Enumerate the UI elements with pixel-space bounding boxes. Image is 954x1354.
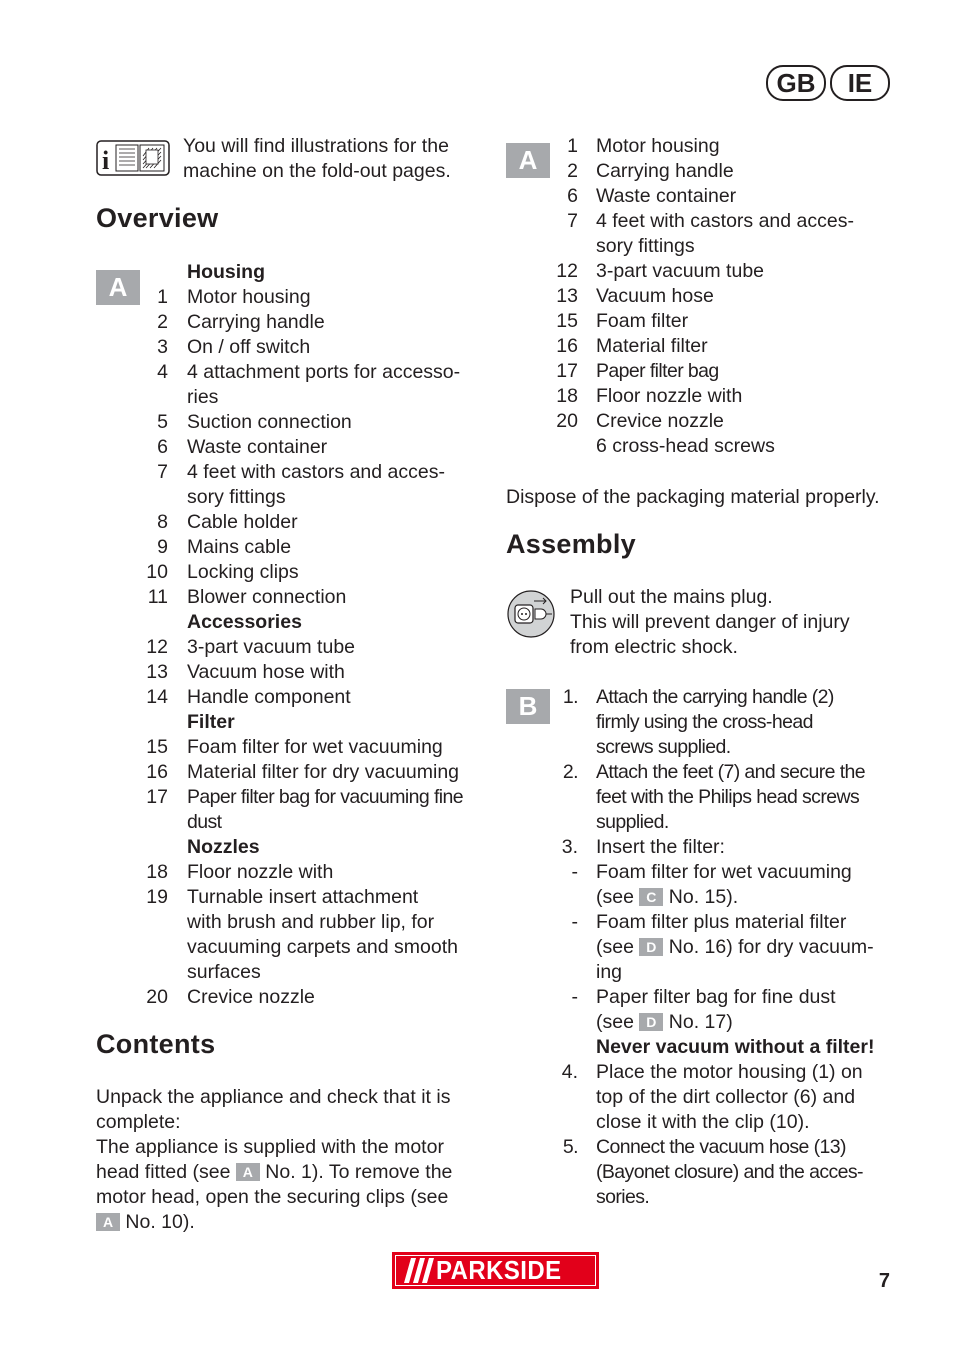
contents-text-line: motor head, open the securing clips (see (96, 1186, 449, 1208)
part-label: Motor housing (596, 135, 720, 157)
part-number: 2 (567, 160, 578, 182)
part-label: with brush and rubber lip, for (187, 911, 435, 933)
filter-option-text: Paper filter bag for fine dust (596, 986, 836, 1008)
part-number: 13 (146, 661, 168, 683)
category-heading: Nozzles (187, 836, 260, 858)
part-label: Crevice nozzle (596, 410, 724, 432)
step-text: close it with the clip (10). (596, 1111, 810, 1133)
part-label: Vacuum hose (596, 285, 714, 307)
info-note-line-1: You will find illustrations for the (183, 135, 449, 157)
figure-ref-a: A (96, 1213, 120, 1231)
part-label: surfaces (187, 961, 261, 983)
filter-option-text: (see C No. 15). (596, 886, 739, 908)
step-number: 5. (562, 1136, 578, 1158)
contents-heading: Contents (96, 1029, 216, 1059)
part-number: 6 (567, 185, 578, 207)
figure-ref-a: A (236, 1163, 260, 1181)
filter-option-text: Foam filter for wet vacuuming (596, 861, 852, 883)
part-label: On / off switch (187, 336, 311, 358)
part-number: 3 (157, 336, 168, 358)
part-label: Waste container (187, 436, 328, 458)
part-label: Foam filter for wet vacuuming (187, 736, 443, 758)
contents-text-line: The appliance is supplied with the motor (96, 1136, 444, 1158)
contents-text-line: head fitted (see A No. 1). To remove the (96, 1161, 453, 1183)
part-number: 16 (146, 761, 168, 783)
step-text: firmly using the cross-head (596, 711, 813, 733)
part-label: Vacuum hose with (187, 661, 345, 683)
part-label: 3-part vacuum tube (596, 260, 765, 282)
part-label: 4 attachment ports for accesso- (187, 361, 461, 383)
figure-a-badge: A (506, 143, 550, 178)
filter-warning: Never vacuum without a filter! (596, 1036, 875, 1058)
part-label: Foam filter (596, 310, 689, 332)
info-illustration-icon (96, 140, 170, 176)
part-label: 4 feet with castors and acces- (596, 210, 854, 232)
part-number: 13 (556, 285, 578, 307)
part-label: 3-part vacuum tube (187, 636, 356, 658)
pull-plug-icon (506, 589, 556, 639)
figure-ref-d: D (639, 938, 663, 956)
part-number: 14 (146, 686, 168, 708)
part-number: 1 (567, 135, 578, 157)
part-label: Carrying handle (187, 311, 325, 333)
part-label: Waste container (596, 185, 737, 207)
part-number: 18 (146, 861, 168, 883)
part-number: 15 (146, 736, 168, 758)
part-number: 19 (146, 886, 168, 908)
part-label: Floor nozzle with (187, 861, 334, 883)
step-text: Insert the filter: (596, 836, 725, 858)
part-number: 16 (556, 335, 578, 357)
part-number: 20 (556, 410, 578, 432)
part-label: 6 cross-head screws (596, 435, 775, 457)
part-label: Mains cable (187, 536, 292, 558)
category-heading: Filter (187, 711, 235, 733)
part-number: 9 (157, 536, 168, 558)
part-label: Suction connection (187, 411, 352, 433)
part-label: Floor nozzle with (596, 385, 743, 407)
part-number: 6 (157, 436, 168, 458)
contents-text-line: Unpack the appliance and check that it is (96, 1086, 451, 1108)
step-text: Attach the carrying handle (2) (596, 686, 834, 708)
part-number: 12 (146, 636, 168, 658)
assembly-heading: Assembly (506, 529, 636, 559)
part-label: Paper filter bag (596, 360, 719, 382)
part-label: Carrying handle (596, 160, 734, 182)
warning-line: This will prevent danger of injury (570, 611, 850, 633)
part-number: 20 (146, 986, 168, 1008)
part-number: 17 (146, 786, 168, 808)
step-text: sories. (596, 1186, 650, 1208)
contents-text-line: A No. 10). (96, 1210, 195, 1235)
part-label: ries (187, 386, 219, 408)
filter-option-dash: - (571, 986, 578, 1008)
step-text: feet with the Philips head screws (596, 786, 860, 808)
part-number: 1 (157, 286, 168, 308)
info-note-line-2: machine on the fold-out pages. (183, 160, 451, 182)
step-number: 4. (561, 1061, 578, 1083)
warning-line: from electric shock. (570, 636, 738, 658)
part-number: 15 (556, 310, 578, 332)
warning-line: Pull out the mains plug. (570, 586, 773, 608)
part-label: vacuuming carpets and smooth (187, 936, 458, 958)
part-number: 11 (147, 586, 168, 608)
step-number: 3. (561, 836, 578, 858)
parkside-logo (392, 1252, 599, 1289)
part-label: Blower connection (187, 586, 347, 608)
part-label: dust (187, 811, 222, 833)
figure-ref-c: C (639, 888, 663, 906)
step-text: Connect the vacuum hose (13) (596, 1136, 846, 1158)
part-label: Motor housing (187, 286, 311, 308)
part-number: 7 (567, 210, 578, 232)
part-label: Locking clips (187, 561, 299, 583)
part-number: 4 (157, 361, 168, 383)
svg-text:i: i (102, 146, 110, 175)
part-label: Paper filter bag for vacuuming fine (187, 786, 463, 808)
part-number: 10 (146, 561, 168, 583)
step-text: supplied. (596, 811, 669, 833)
part-number: 7 (157, 461, 168, 483)
part-number: 18 (556, 385, 578, 407)
figure-a-badge: A (96, 270, 140, 305)
part-label: sory fittings (187, 486, 286, 508)
part-label: Material filter for dry vacuuming (187, 761, 460, 783)
part-label: Crevice nozzle (187, 986, 315, 1008)
filter-option-text: (see D No. 16) for dry vacuum- (596, 936, 874, 958)
step-text: screws supplied. (596, 736, 731, 758)
page-number: 7 (878, 1270, 890, 1292)
part-number: 8 (157, 511, 168, 533)
step-text: Attach the feet (7) and secure the (596, 761, 866, 783)
contents-text-line: complete: (96, 1111, 181, 1133)
step-text: (Bayonet closure) and the acces- (596, 1161, 863, 1183)
part-number: 5 (157, 411, 168, 433)
part-label: Handle component (187, 686, 351, 708)
overview-heading: Overview (96, 203, 219, 233)
figure-ref-d: D (639, 1013, 663, 1031)
category-heading: Housing (187, 261, 265, 283)
part-number: 2 (157, 311, 168, 333)
part-label: Cable holder (187, 511, 298, 533)
step-text: top of the dirt collector (6) and (596, 1086, 856, 1108)
step-text: Place the motor housing (1) on (596, 1061, 863, 1083)
dispose-note: Dispose of the packaging material properly. (506, 486, 880, 508)
part-label: Turnable insert attachment (187, 886, 419, 908)
country-badge-gb: GB (766, 65, 826, 101)
part-number: 12 (556, 260, 578, 282)
step-number: 1. (562, 686, 578, 708)
filter-option-dash: - (571, 861, 578, 883)
part-label: 4 feet with castors and acces- (187, 461, 445, 483)
figure-b-badge: B (506, 689, 550, 724)
category-heading: Accessories (187, 611, 302, 633)
part-label: sory fittings (596, 235, 695, 257)
filter-option-text: Foam filter plus material filter (596, 911, 847, 933)
step-number: 2. (562, 761, 578, 783)
part-number: 17 (556, 360, 578, 382)
country-badge-ie: IE (830, 65, 890, 101)
filter-option-dash: - (571, 911, 578, 933)
filter-option-text: (see D No. 17) (596, 1011, 733, 1033)
filter-option-text: ing (596, 961, 623, 983)
part-label: Material filter (596, 335, 708, 357)
brand-name: PARKSIDE (436, 1255, 562, 1285)
